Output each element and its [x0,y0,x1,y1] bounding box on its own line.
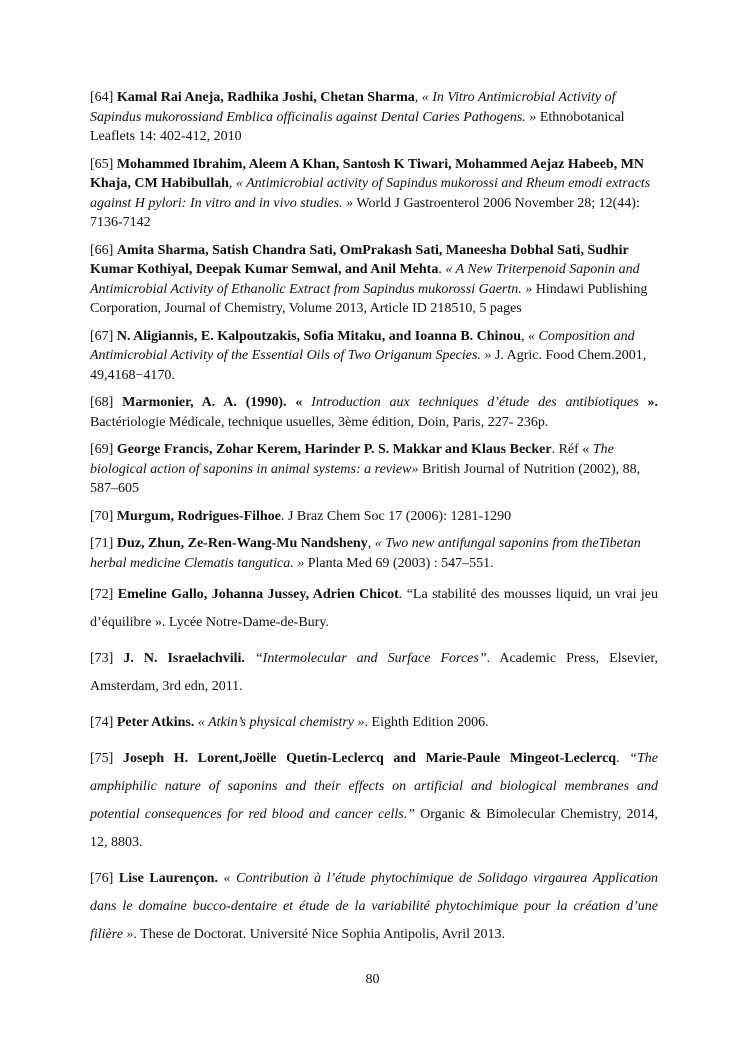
reference-64 [90,88,658,147]
ref-source: Planta Med 69 (2003) : 547–551. [304,555,494,571]
ref-separator [245,651,255,666]
ref-number: [70] [90,508,117,524]
ref-authors: Murgum, Rodrigues-Filhoe [116,508,281,524]
ref-title: « Composition and Antimicrobial Activity of the Essential Oils of Two Origanum Species. » [90,328,635,363]
ref-source: “La stabilité des mousses liquid, un vrai jeu d’équilibre ». Lycée Notre-Dame-de-Bury. [90,587,658,630]
ref-number: [71] [90,536,117,551]
ref-number: [69] [90,442,117,457]
ref-title: « Atkin’s physical chemistry » [197,715,365,730]
ref-source: Ethnobotanical Leaflets 14: 402-412, 2010 [90,109,625,144]
reference-75 [90,745,658,857]
ref-authors: N. Aligiannis, E. Kalpoutzakis, Sofia Mitaku, and Ioanna B. Chinou [116,328,522,344]
ref-authors: Mohammed Ibrahim, Aleem A Khan, Santosh K Tiwari, Mohammed Aejaz Habeeb, MN Khaja, CM Habibullah [90,156,645,191]
ref-source: . Eighth Edition 2006. [364,715,489,730]
ref-title: “The amphiphilic nature of saponins and their effects on artificial and biological membranes and potential consequences for red blood and cancer cells.” [90,751,659,822]
ref-number: [67] [90,328,117,344]
reference-74 [90,709,658,737]
ref-source: Bactériologie Médicale, technique usuelles, 3ème édition, Doin, Paris, 227- 236p. [90,414,549,430]
ref-number: [72] [90,587,118,602]
ref-title: « Two new antifungal saponins from theTibetan herbal medicine Clematis tangutica. » [90,536,641,571]
ref-source: British Journal of Nutrition (2002), 88, 587–605 [90,461,641,496]
ref-title: « A New Triterpenoid Saponin and Antimicrobial Activity of Ethanolic Extract from Sapindus mukorossi Gaertn. » [90,262,640,297]
ref-source: Hindawi Publishing Corporation, Journal of Chemistry, Volume 2013, Article ID 218510, 5 pages [90,281,648,316]
ref-source: Organic & Bimolecular Chemistry, 2014, 12, 8803. [90,807,658,850]
ref-title: « Contribution à l’étude phytochimique de Solidago virgaurea Application dans le domaine bucco-dentaire et étude de la variabilité phytochimique pour la création d’une filière » [90,871,659,942]
reference-76 [90,865,658,949]
ref-authors: Lise Laurençon. [118,871,218,886]
ref-number: [64] [90,90,117,105]
reference-68 [90,393,658,432]
ref-number: [66] [90,242,117,258]
ref-separator: , [228,176,236,191]
ref-separator: , [521,328,529,344]
ref-title: The biological action of saponins in animal systems: a review» [90,442,614,477]
ref-number: [75] [90,751,123,766]
ref-authors: Peter Atkins. [116,715,195,730]
ref-separator [302,395,311,410]
reference-list [90,88,658,957]
reference-66 [90,241,658,319]
ref-source: World J Gastroenterol 2006 November 28; 12(44): 7136-7142 [90,195,640,230]
ref-source: J Braz Chem Soc 17 (2006): 1281-1290 [287,508,512,524]
ref-title: « Antimicrobial activity of Sapindus mukorossi and Rheum emodi extracts against H pylori: In vitro and in vivo studies. » [90,176,651,211]
ref-source: . These de Doctorat. Université Nice Sophia Antipolis, Avril 2013. [133,927,506,942]
ref-authors: J. N. Israelachvili. [123,651,245,666]
ref-title: “Intermolecular and Surface Forces” [254,651,487,666]
ref-authors: Amita Sharma, Satish Chandra Sati, OmPrakash Sati, Maneesha Dobhal Sati, Sudhir Kumar Kothiyal, Deepak Kumar Semwal, and Anil Mehta [90,242,629,277]
ref-separator: , [367,536,375,551]
ref-title: Introduction aux techniques d’étude des antibiotiques [311,395,639,410]
reference-71 [90,534,658,573]
ref-source: J. Agric. Food Chem.2001, 49,4168−4170. [90,348,647,383]
reference-70 [90,507,658,527]
ref-authors: Marmonier, A. A. (1990). « [122,395,303,410]
ref-authors: Duz, Zhun, Ze-Ren-Wang-Mu Nandsheny [116,536,368,551]
ref-authors: Emeline Gallo, Johanna Jussey, Adrien Chicot [117,587,399,602]
reference-67 [90,327,658,386]
reference-69 [90,440,658,499]
ref-authors: George Francis, Zohar Kerem, Harinder P. S. Makkar and Klaus Becker [116,442,552,457]
page-number: 80 [365,972,380,987]
ref-authors: Kamal Rai Aneja, Radhika Joshi, Chetan Sharma [116,90,415,105]
ref-separator: , [414,90,422,105]
ref-number: [73] [90,651,124,666]
ref-closing-quote: ». [638,395,658,410]
ref-separator: . [438,262,446,277]
reference-72 [90,581,658,637]
ref-separator: . [280,508,288,524]
ref-title: « In Vitro Antimicrobial Activity of Sapindus mukorossiand Emblica officinalis against Dental Caries Pathogens. » [90,90,616,125]
ref-number: [65] [90,156,117,172]
ref-separator: . [616,751,630,766]
reference-65 [90,155,658,233]
ref-source: . Academic Press, Elsevier, Amsterdam, 3rd edn, 2011. [90,651,658,694]
ref-separator: . [398,587,407,602]
reference-73 [90,645,658,701]
ref-number: [76] [90,871,119,886]
ref-number: [68] [90,395,123,410]
ref-authors: Joseph H. Lorent,Joëlle Quetin-Leclercq and Marie-Paule Mingeot-Leclercq [122,751,617,766]
ref-number: [74] [90,715,117,730]
ref-separator: . Réf « [551,442,593,457]
